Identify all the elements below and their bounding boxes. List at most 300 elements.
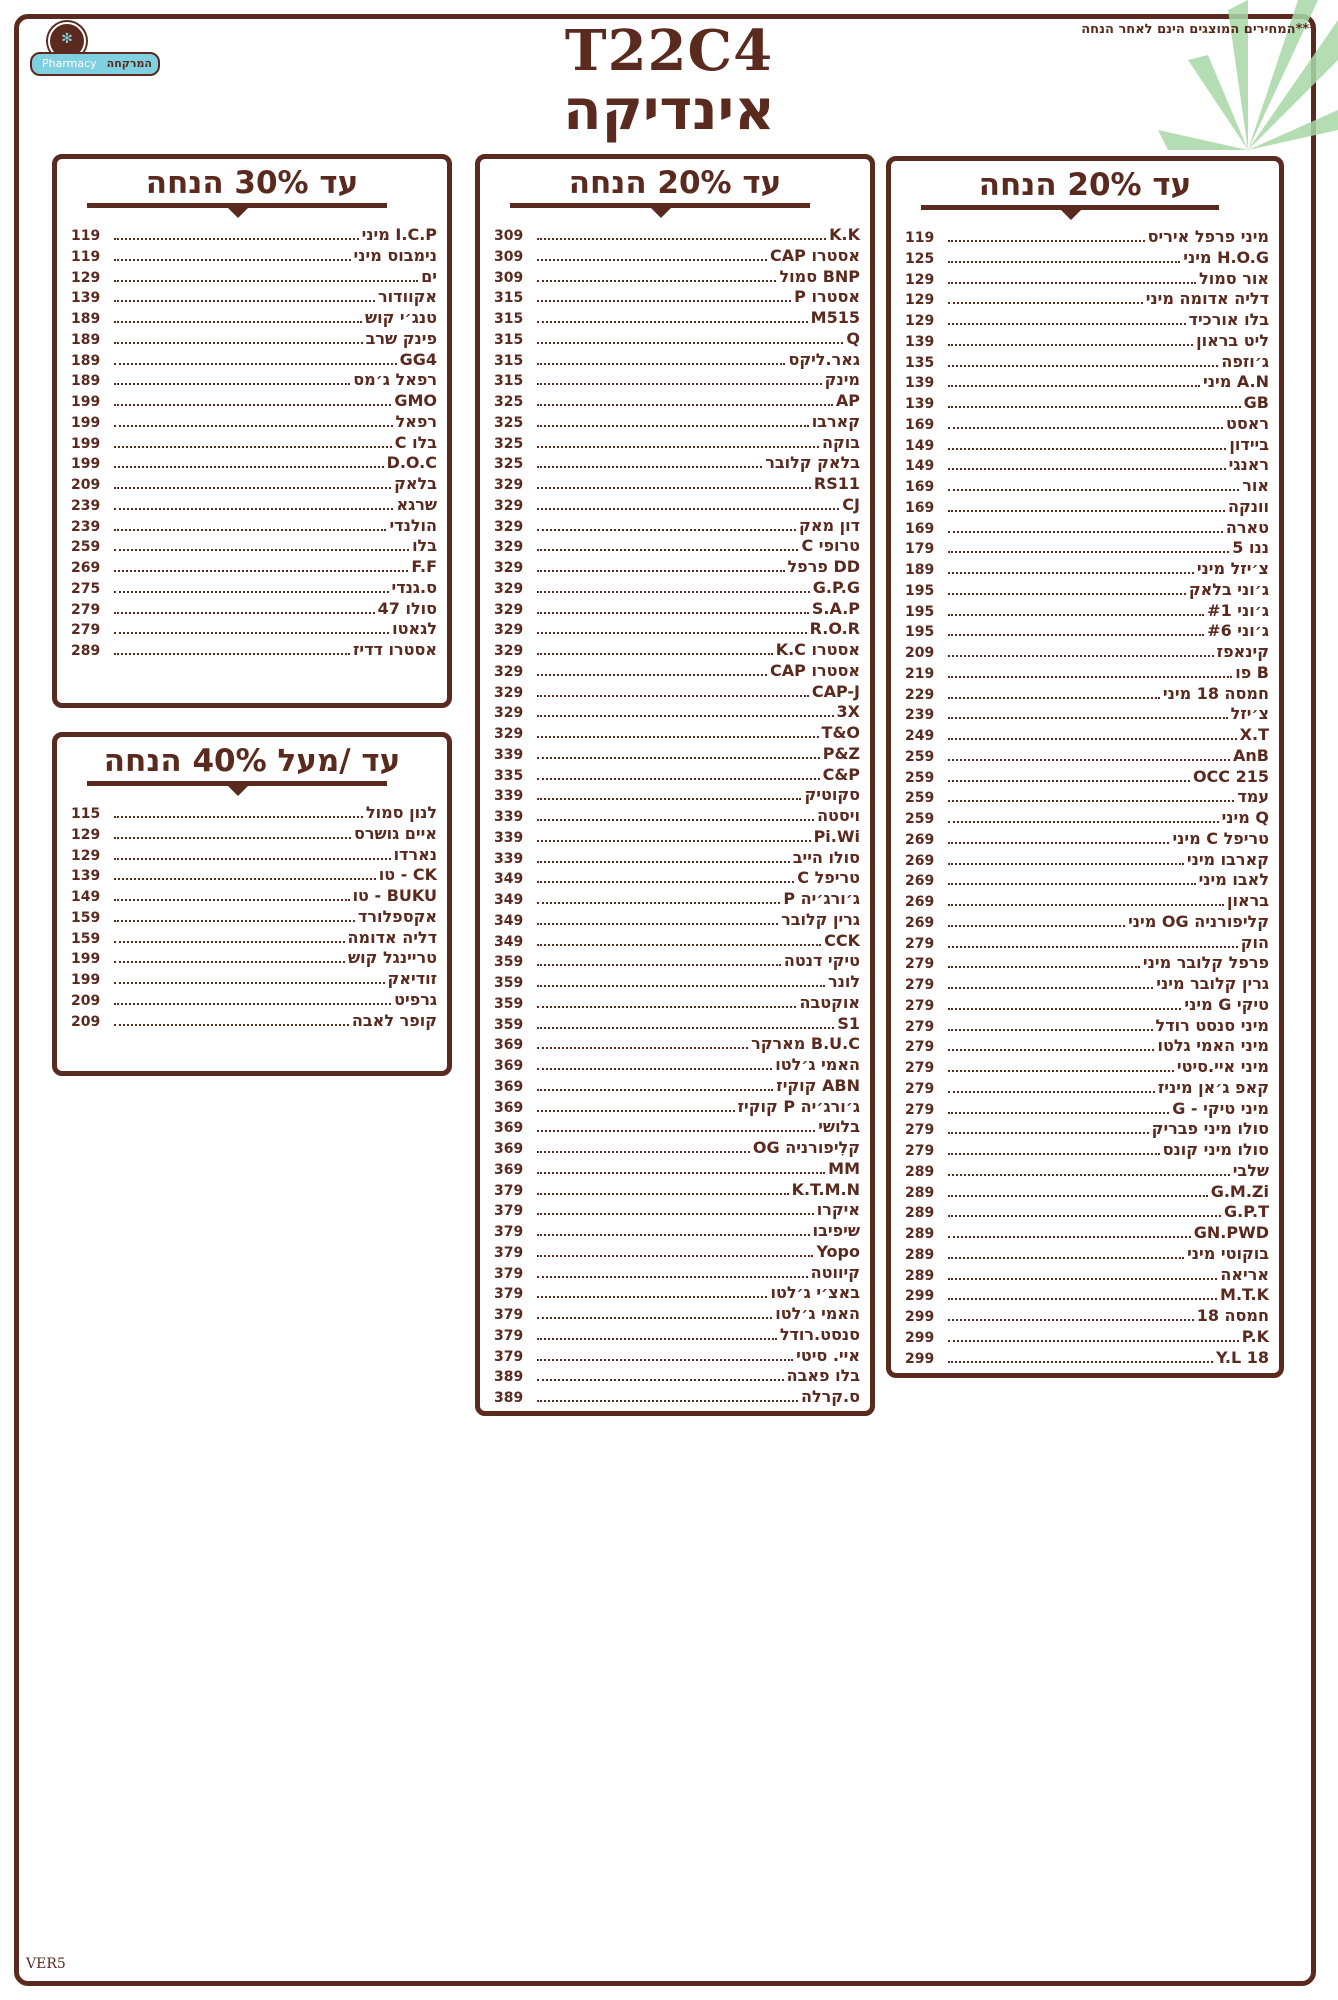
dot-leader [948, 323, 1186, 325]
dot-leader [537, 1296, 767, 1298]
list-item [494, 514, 860, 535]
item-name: דליה אדומה [347, 927, 437, 947]
list-item [494, 265, 860, 286]
dot-leader [114, 363, 397, 365]
list-item [71, 534, 437, 555]
item-name: ג׳וני בלאק [1188, 579, 1269, 599]
list-item [71, 801, 437, 822]
dot-leader [537, 653, 773, 655]
dot-leader [537, 487, 811, 489]
item-price: 259 [905, 811, 935, 827]
item-price: 189 [71, 373, 101, 390]
list-item [905, 1242, 1269, 1263]
list-item [71, 223, 437, 244]
item-price: 309 [494, 228, 524, 244]
item-price: 269 [905, 852, 935, 869]
item-name: סולו הייב [792, 847, 860, 867]
item-name: P.K [1241, 1326, 1269, 1346]
item-name: טיקי G מיני [1184, 994, 1269, 1014]
item-name: טארה [1225, 517, 1269, 537]
list-item [494, 1281, 860, 1302]
dot-leader [948, 883, 1196, 885]
list-item [71, 244, 437, 265]
list-item [905, 1200, 1269, 1221]
item-price: 359 [494, 954, 524, 971]
pointer-icon [227, 207, 249, 218]
item-name: אור סמול [1199, 268, 1269, 288]
item-name: K.K [829, 225, 860, 244]
list-item [71, 472, 437, 493]
dot-leader [537, 529, 796, 531]
list-item [905, 951, 1269, 972]
dot-leader [537, 778, 820, 780]
dot-leader [948, 759, 1230, 761]
item-price: 389 [494, 1390, 524, 1406]
list-item [905, 682, 1269, 703]
dot-leader [114, 920, 355, 922]
list-item [494, 410, 860, 431]
list-item [494, 597, 860, 618]
list-item [494, 1074, 860, 1095]
dot-leader [537, 1068, 772, 1070]
item-price: 275 [71, 580, 101, 597]
list-item [905, 972, 1269, 993]
item-name: פרפל קלובר מיני [1142, 953, 1269, 973]
item-name: אור [1242, 476, 1269, 495]
item-name: סולו 47 [377, 598, 437, 618]
price-box-3 [52, 732, 452, 1076]
item-price: 315 [494, 331, 524, 348]
dot-leader [114, 612, 375, 614]
item-name: אריאה [1220, 1264, 1269, 1284]
list-item [905, 391, 1269, 412]
item-name: וונקה [1227, 496, 1269, 516]
dot-leader [114, 858, 391, 860]
list-item [905, 308, 1269, 329]
dot-leader [114, 487, 391, 489]
list-item [71, 410, 437, 431]
item-name: GMO [394, 391, 437, 410]
item-price: 279 [905, 977, 935, 993]
item-name: G.P.T [1224, 1202, 1269, 1222]
item-name: B פו [1235, 662, 1269, 682]
dot-leader [948, 863, 1184, 865]
pointer-icon [1060, 209, 1082, 220]
item-name: זודיאק [387, 969, 437, 988]
item-name: Q [846, 328, 860, 348]
item-name: DD פרפל [787, 557, 860, 576]
dot-leader [537, 1234, 810, 1236]
item-name: בלו C [394, 432, 437, 452]
dot-leader [537, 342, 843, 344]
item-price: 279 [905, 956, 935, 973]
price-note: ***המחירים המוצגים הינם לאחר הנחה [1081, 22, 1316, 37]
dot-leader [948, 489, 1239, 491]
list-item [494, 804, 860, 825]
item-price: 289 [905, 1267, 935, 1284]
dot-leader [537, 902, 780, 904]
item-price: 335 [494, 767, 524, 784]
item-price: 369 [494, 1141, 524, 1157]
list-item [905, 640, 1269, 661]
item-name: מיני איי.סיטי [1176, 1057, 1269, 1076]
item-name: בלו פאבה [786, 1366, 860, 1386]
dot-leader [114, 961, 345, 963]
item-name: R.O.R [809, 619, 860, 639]
dot-leader [948, 427, 1223, 429]
item-name: D.O.C [386, 453, 437, 473]
dot-leader [948, 365, 1218, 367]
item-price: 329 [494, 622, 524, 639]
item-price: 149 [905, 458, 935, 475]
list-item [905, 495, 1269, 516]
list-item [905, 619, 1269, 640]
dot-leader [114, 425, 393, 427]
list-item [494, 368, 860, 389]
list-item [905, 785, 1269, 806]
item-price: 329 [494, 601, 524, 618]
list-item [905, 827, 1269, 848]
item-name: גאר.ליקס [788, 349, 860, 369]
dot-leader [948, 821, 1219, 823]
list-item [494, 949, 860, 970]
list-item [71, 348, 437, 369]
list-item [494, 1053, 860, 1074]
dot-leader [948, 738, 1237, 740]
item-name: BUKU - טו [352, 886, 437, 905]
item-price: 289 [71, 643, 101, 659]
list-item [494, 534, 860, 555]
dot-leader [948, 987, 1153, 989]
dot-leader [114, 259, 351, 261]
dot-leader [537, 1047, 748, 1049]
dot-leader [537, 819, 814, 821]
dot-leader [537, 612, 809, 614]
list-item [494, 389, 860, 410]
item-price: 325 [494, 456, 524, 473]
list-item [71, 863, 437, 884]
item-name: B.U.C מארקר [751, 1034, 860, 1054]
item-name: ראסט [1225, 413, 1269, 433]
list-item [905, 1283, 1269, 1304]
list-item [905, 246, 1269, 267]
dot-leader [114, 1003, 391, 1005]
list-item [905, 1263, 1269, 1284]
item-price: 315 [494, 373, 524, 390]
item-price: 379 [494, 1203, 524, 1220]
item-name: ויסטה [817, 806, 860, 825]
dot-leader [948, 946, 1238, 948]
list-item [905, 578, 1269, 599]
item-price: 329 [494, 580, 524, 597]
price-box-0 [886, 156, 1284, 1378]
item-price: 149 [905, 437, 935, 454]
dot-leader [948, 448, 1226, 450]
item-price: 369 [494, 1120, 524, 1137]
list-item [905, 1097, 1269, 1118]
item-name: טריפל C מיני [1172, 828, 1269, 848]
list-item [494, 1136, 860, 1157]
dot-leader [537, 404, 833, 406]
item-price: 129 [905, 292, 935, 309]
item-name: Pi.Wi [813, 826, 860, 846]
dot-leader [114, 899, 350, 901]
item-price: 259 [905, 790, 935, 807]
dot-leader [537, 1130, 815, 1132]
item-name: קינאפז [1216, 642, 1269, 661]
dot-leader [114, 508, 393, 510]
item-name: GN.PWD [1193, 1223, 1269, 1242]
item-name: באצ׳י ג׳לטו [770, 1283, 860, 1303]
list-item [905, 329, 1269, 350]
item-name: CCK [824, 930, 860, 950]
list-item [494, 451, 860, 472]
list-item [71, 431, 437, 452]
item-price: 195 [905, 603, 935, 620]
dot-leader [537, 944, 821, 946]
dot-leader [537, 1006, 796, 1008]
item-price: 329 [494, 643, 524, 659]
item-name: ABN קוקיז [776, 1075, 860, 1095]
logo-emblem-icon: ✻ [48, 22, 86, 60]
dot-leader [948, 1257, 1184, 1259]
item-price: 209 [71, 477, 101, 493]
list-item [494, 1198, 860, 1219]
list-item [905, 453, 1269, 474]
dot-leader [948, 1132, 1149, 1134]
item-name: צ׳יזל מיני [1196, 559, 1269, 578]
discount-title: עד 30% הנחה [145, 165, 359, 201]
list-item [71, 926, 437, 947]
list-item [494, 970, 860, 991]
item-name: G.M.Zi [1210, 1181, 1269, 1201]
dot-leader [114, 342, 363, 344]
list-item [905, 993, 1269, 1014]
dot-leader [114, 238, 359, 240]
dot-leader [537, 1359, 793, 1361]
item-price: 349 [494, 933, 524, 950]
item-name: A.N מיני [1203, 372, 1269, 392]
list-item [494, 1364, 860, 1385]
list-item [71, 843, 437, 864]
item-price: 259 [905, 769, 935, 786]
dot-leader [948, 780, 1190, 782]
list-item [905, 931, 1269, 952]
dot-leader [537, 840, 811, 842]
list-item [905, 806, 1269, 827]
item-name: בוקוטי מיני [1187, 1243, 1269, 1263]
item-name: F.F [411, 557, 437, 576]
item-name: האמי ג׳לטו [775, 1304, 860, 1323]
item-name: S1 [837, 1013, 860, 1033]
item-price: 315 [494, 352, 524, 369]
list-item [71, 451, 437, 472]
item-price: 139 [71, 868, 101, 885]
item-price: 329 [494, 560, 524, 576]
item-name: שלבי [1232, 1160, 1269, 1180]
item-name: AP [835, 391, 860, 410]
list-item [905, 599, 1269, 620]
item-name: חמסה 18 מיני [1162, 683, 1269, 703]
dot-leader [948, 904, 1224, 906]
item-price: 139 [905, 375, 935, 392]
item-name: ביידון [1229, 434, 1269, 454]
list-item [905, 889, 1269, 910]
item-name: שיפיבו [812, 1221, 860, 1240]
list-item [905, 474, 1269, 495]
item-price: 179 [905, 541, 935, 558]
list-item [494, 638, 860, 659]
item-name: מיני פרפל איריס [1147, 227, 1269, 246]
item-name: ג׳וני #6 [1207, 621, 1269, 641]
item-price: 199 [71, 435, 101, 452]
item-name: ס.קרלה [800, 1387, 860, 1406]
dot-leader [114, 280, 418, 282]
list-item [494, 555, 860, 576]
dot-leader [114, 878, 376, 880]
list-item [905, 287, 1269, 308]
dot-leader [948, 261, 1180, 263]
dot-leader [948, 302, 1143, 304]
list-item [71, 493, 437, 514]
item-price: 329 [494, 477, 524, 493]
list-item [71, 905, 437, 926]
dot-leader [948, 1340, 1239, 1342]
dot-leader [948, 1215, 1221, 1217]
list-item [905, 1014, 1269, 1035]
item-price: 299 [905, 1350, 935, 1367]
item-name: סולו מיני פבריק [1151, 1119, 1269, 1139]
item-price: 369 [494, 1078, 524, 1095]
item-price: 339 [494, 829, 524, 846]
item-price: 189 [71, 352, 101, 369]
list-item [905, 848, 1269, 869]
dot-leader [114, 632, 389, 634]
item-price: 279 [905, 1039, 935, 1056]
list-item [905, 1055, 1269, 1076]
list-item [905, 702, 1269, 723]
dot-leader [114, 837, 351, 839]
dot-leader [537, 383, 822, 385]
dot-leader [537, 715, 834, 717]
item-price: 199 [71, 972, 101, 988]
dot-leader [948, 614, 1204, 616]
dot-leader [948, 1112, 1169, 1114]
item-name: CJ [842, 494, 860, 514]
dot-leader [537, 1255, 813, 1257]
item-name: קופר לאבה [351, 1010, 437, 1030]
list-item [494, 680, 860, 701]
list-item [71, 597, 437, 618]
list-item [905, 1325, 1269, 1346]
item-name: בראון [1226, 891, 1269, 910]
list-item [71, 306, 437, 327]
item-name: M.T.K [1220, 1285, 1269, 1305]
item-price: 119 [71, 228, 101, 244]
item-name: Q מיני [1221, 808, 1269, 827]
item-name: S.A.P [811, 598, 860, 618]
dot-leader [537, 757, 820, 759]
item-price: 325 [494, 414, 524, 431]
list-item [905, 1304, 1269, 1325]
item-price: 199 [71, 951, 101, 968]
item-name: האמי ג׳לטו [775, 1055, 860, 1074]
dot-leader [537, 964, 781, 966]
item-price: 379 [494, 1307, 524, 1323]
list-item [494, 1344, 860, 1365]
dot-leader [948, 531, 1223, 533]
item-price: 339 [494, 809, 524, 825]
item-price: 269 [71, 560, 101, 576]
item-price: 189 [71, 311, 101, 327]
item-name: אקוודור [378, 287, 437, 307]
item-name: בוקה [821, 432, 860, 452]
dot-leader [948, 697, 1160, 699]
dot-leader [114, 982, 385, 984]
item-price: 195 [905, 582, 935, 599]
item-name: אסטרו CAP [770, 245, 860, 265]
item-price: 379 [494, 1327, 524, 1344]
item-price: 359 [494, 1016, 524, 1033]
item-price: 289 [905, 1226, 935, 1242]
item-price: 379 [494, 1265, 524, 1282]
item-name: ג׳וזפה [1221, 351, 1269, 371]
list-item [494, 866, 860, 887]
list-item [494, 887, 860, 908]
item-name: ננו 5 [1232, 538, 1269, 558]
item-name: T&O [821, 723, 860, 742]
list-item [71, 822, 437, 843]
item-price: 329 [494, 705, 524, 722]
item-price: 239 [71, 518, 101, 535]
item-name: נימבוס מיני [353, 245, 437, 265]
item-price: 209 [71, 992, 101, 1009]
item-price: 249 [905, 728, 935, 744]
list-item [494, 825, 860, 846]
item-price: 279 [905, 1122, 935, 1139]
item-name: גרפיט [394, 989, 437, 1009]
item-price: 169 [905, 499, 935, 516]
item-price: 279 [905, 997, 935, 1014]
discount-title: עד 20% הנחה [568, 165, 782, 201]
dot-leader [537, 1172, 825, 1174]
list-item [494, 244, 860, 265]
item-name: I.C.P מיני [361, 225, 437, 244]
item-price: 279 [905, 1018, 935, 1035]
list-item [71, 638, 437, 659]
item-name: ים [421, 266, 437, 286]
item-price: 229 [905, 686, 935, 703]
item-name: איי. סיטי [796, 1345, 860, 1365]
dot-leader [537, 1400, 798, 1402]
item-price: 339 [494, 788, 524, 805]
dot-leader [948, 572, 1194, 574]
dot-leader [537, 425, 809, 427]
item-name: סנסט.רודל [779, 1324, 860, 1344]
dot-leader [948, 1278, 1217, 1280]
list-item [494, 327, 860, 348]
list-item [494, 223, 860, 244]
item-price: 289 [905, 1163, 935, 1180]
dot-leader [537, 1213, 814, 1215]
item-name: ס.גנדי [391, 577, 437, 597]
item-price: 159 [71, 930, 101, 947]
dot-leader [537, 446, 819, 448]
item-name: טריינגל קוש [348, 948, 437, 968]
dot-leader [537, 549, 798, 551]
item-price: 239 [905, 707, 935, 724]
list-item [494, 576, 860, 597]
